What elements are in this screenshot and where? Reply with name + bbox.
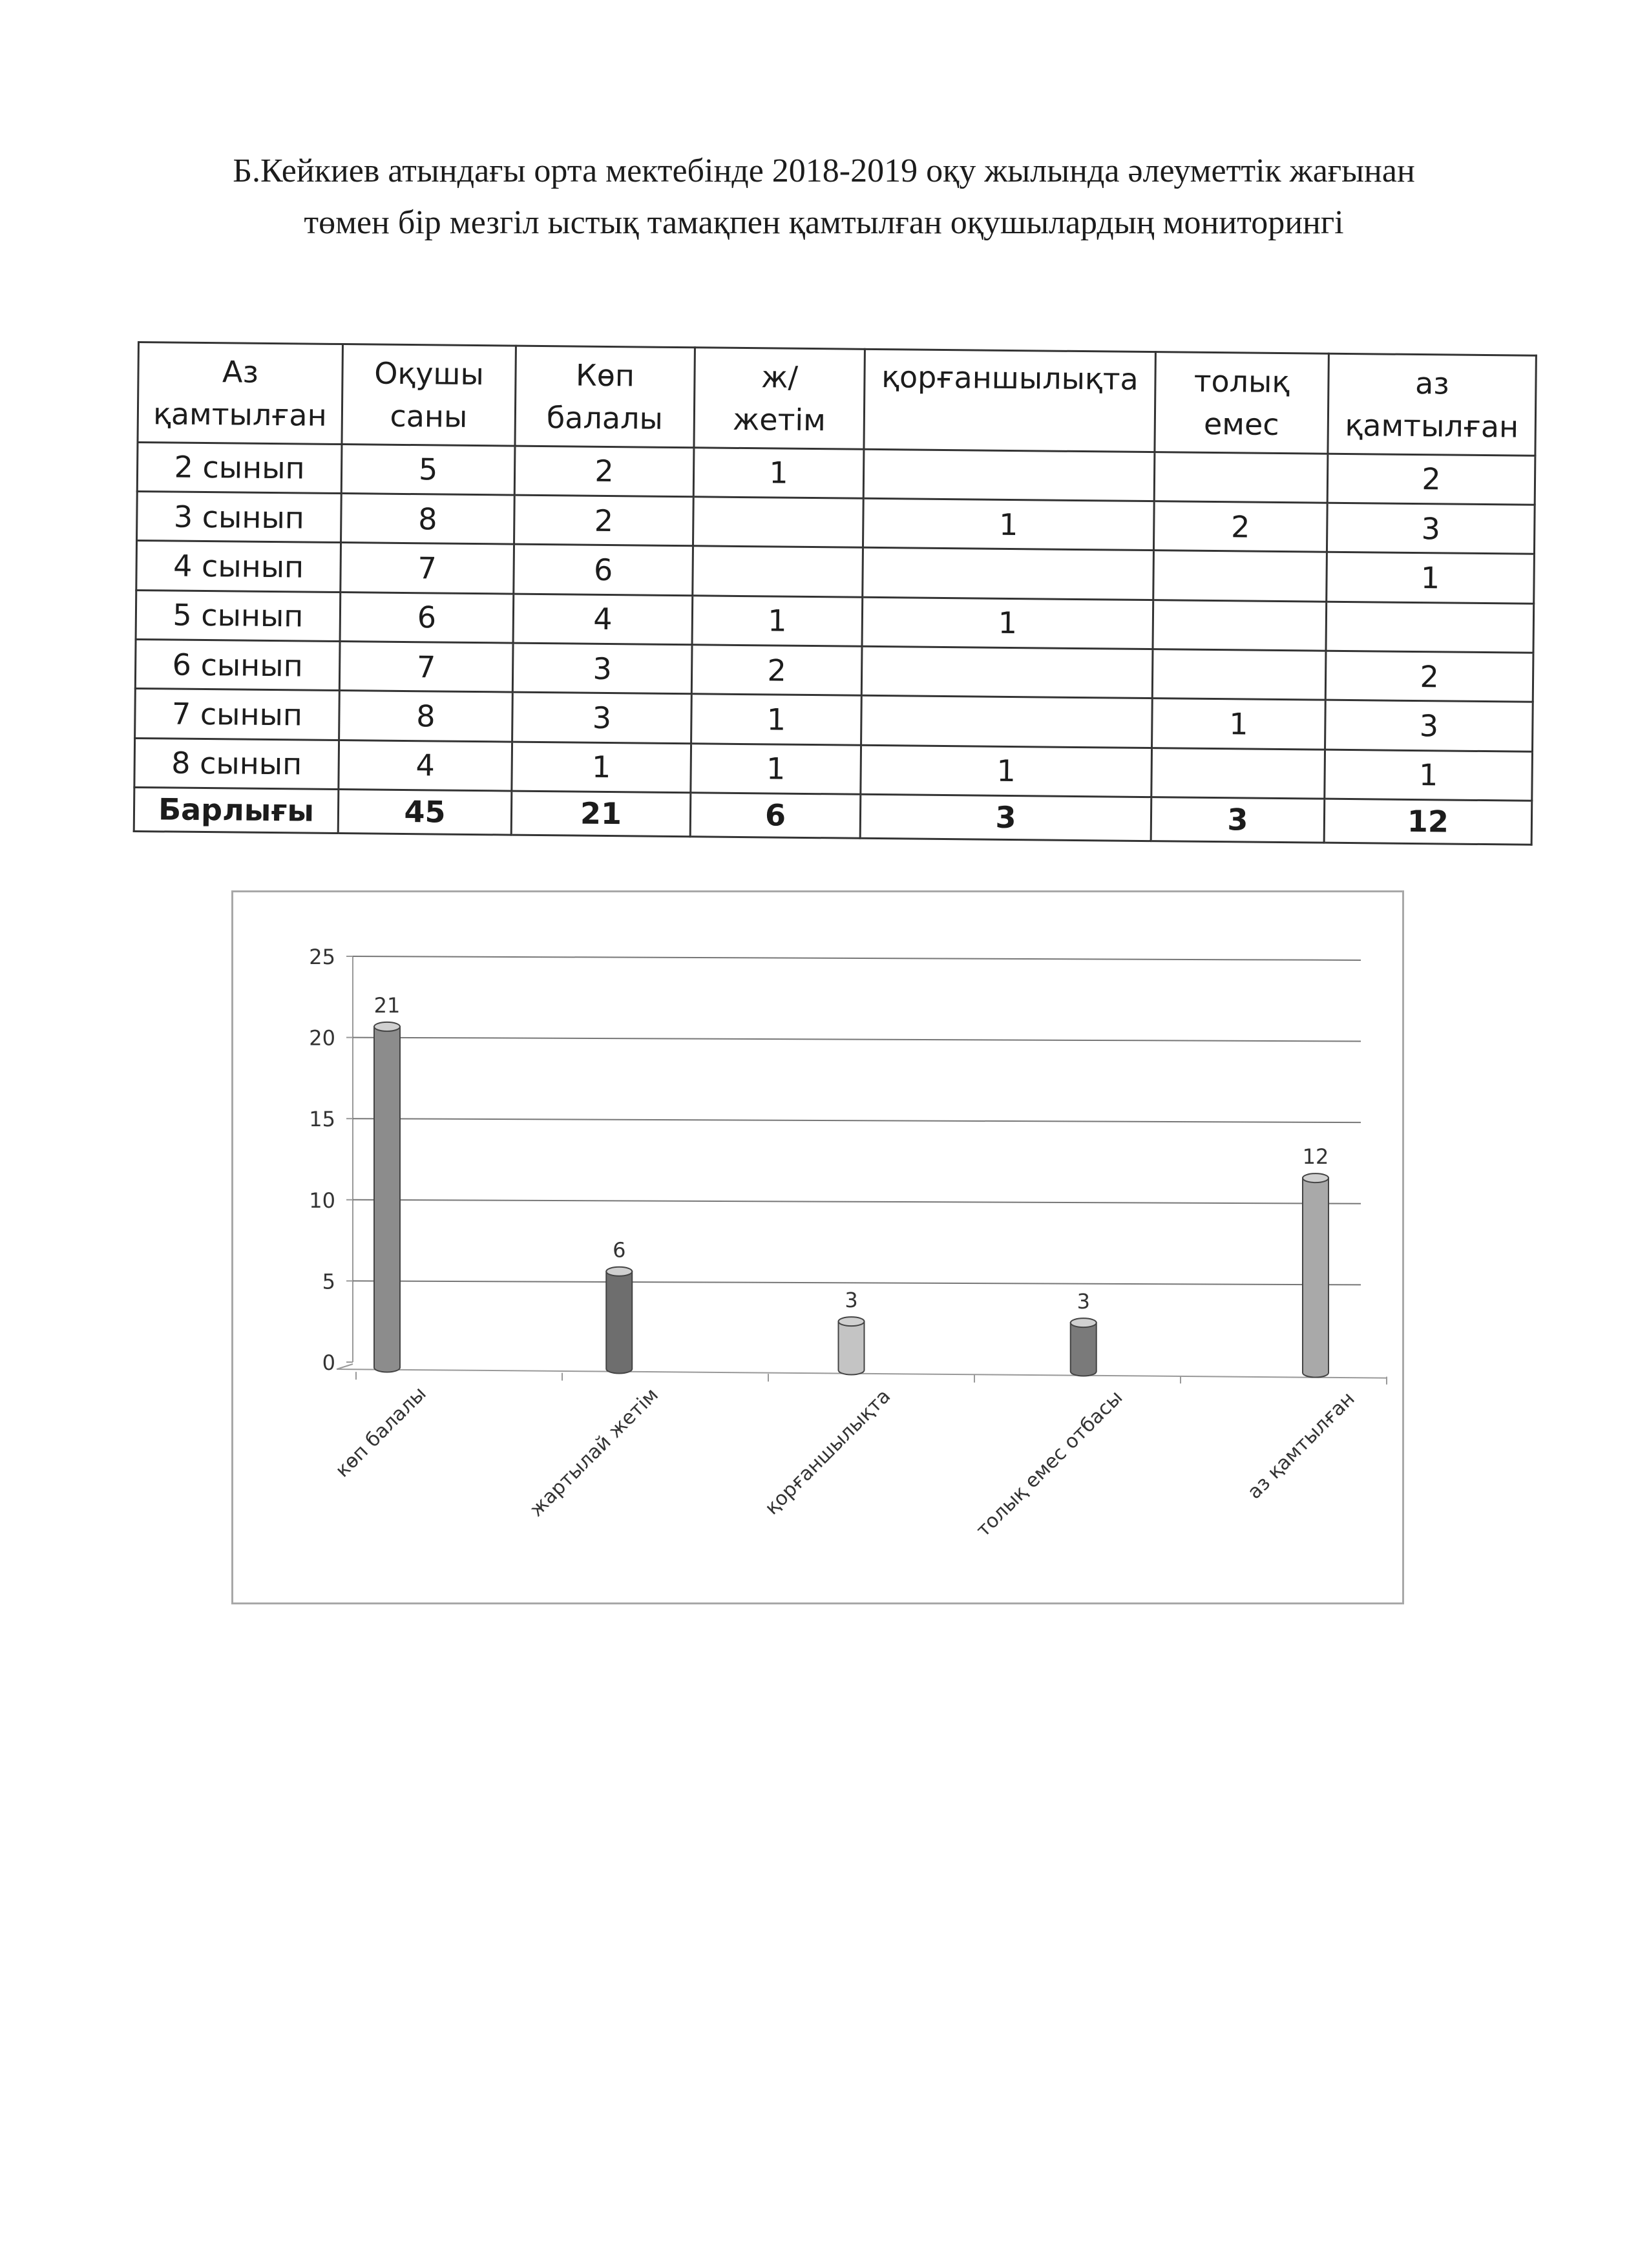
table-cell: [861, 646, 1153, 698]
gridline: [353, 1118, 1361, 1122]
table-cell: 2: [691, 645, 862, 696]
total-cell: 21: [511, 791, 691, 837]
table-cell: 1: [1325, 750, 1533, 801]
row-label: 7 сынып: [135, 689, 340, 740]
total-cell: 12: [1324, 799, 1532, 845]
table-cell: [863, 548, 1154, 600]
table-cell: 5: [341, 444, 515, 495]
row-label: 2 сынып: [137, 442, 342, 493]
table-cell: 1: [863, 498, 1154, 551]
table-cell: [1151, 748, 1325, 799]
row-label: 6 сынып: [135, 639, 340, 690]
table-cell: 2: [514, 495, 694, 546]
header-cell-low-income: аз қамтылған: [1328, 353, 1536, 456]
table-cell: 8: [341, 494, 515, 545]
table-cell: 1: [691, 743, 861, 794]
document-title: [97, 145, 1551, 249]
table-cell: 2: [1153, 501, 1327, 552]
data-label: 3: [1077, 1289, 1090, 1314]
table-cell: 7: [341, 543, 514, 594]
table-cell: [1326, 602, 1534, 653]
row-label: 4 сынып: [136, 541, 341, 592]
total-label: Барлығы: [134, 787, 339, 833]
bar: [374, 1027, 400, 1372]
table-cell: 1: [861, 745, 1152, 797]
table-cell: 3: [512, 692, 692, 743]
data-label: 6: [613, 1237, 626, 1263]
table-cell: [693, 497, 863, 548]
table-cell: 2: [1325, 651, 1533, 702]
table-header-row: [138, 342, 1536, 456]
table-cell: 7: [339, 641, 513, 692]
total-cell: 3: [1151, 797, 1325, 843]
table-cell: 1: [692, 595, 863, 646]
category-label: толық емес отбасы: [972, 1386, 1128, 1542]
monitoring-table: [133, 341, 1537, 846]
total-cell: 45: [338, 789, 512, 835]
table-cell: 4: [339, 740, 512, 791]
y-tick-label: 20: [309, 1025, 335, 1051]
y-tick-label: 10: [309, 1188, 335, 1213]
table-cell: 1: [1327, 552, 1535, 603]
table-cell: 1: [862, 597, 1153, 649]
bar: [1071, 1323, 1097, 1376]
header-cell-guardianship: қорғаншылықта: [864, 349, 1155, 452]
table-cell: [1152, 649, 1326, 700]
bar: [839, 1321, 865, 1374]
table-cell: 2: [1327, 454, 1535, 505]
header-cell-incomplete: толық емес: [1155, 352, 1329, 454]
table-cell: [861, 696, 1153, 748]
row-label: 8 сынып: [134, 738, 339, 789]
header-cell-category: Аз қамтылған: [138, 342, 342, 445]
bar: [1303, 1178, 1329, 1377]
table-cell: 6: [514, 544, 693, 595]
header-cell-large-family: Көп балалы: [515, 346, 695, 447]
title-line-2: төмен бір мезгіл ыстық тамақпен қамтылған оқушылардың мониторингі: [304, 204, 1344, 241]
gridline: [353, 956, 1361, 960]
table-cell: 4: [513, 594, 693, 645]
axis-corner: [337, 1364, 353, 1369]
chart-frame: [231, 890, 1404, 1604]
category-label: қорғаншылықта: [761, 1385, 896, 1520]
bar-chart: [233, 892, 1402, 1602]
bar-top: [606, 1267, 632, 1276]
header-cell-orphan: ж/ жетім: [694, 348, 865, 449]
row-label: 3 сынып: [137, 492, 342, 543]
table-cell: [1153, 600, 1327, 651]
bar-top: [839, 1317, 865, 1326]
y-tick-label: 15: [309, 1107, 335, 1132]
category-label: жартылай жетім: [525, 1383, 663, 1522]
bar-top: [1071, 1318, 1097, 1327]
bar-top: [374, 1022, 400, 1031]
bar-top: [1303, 1173, 1329, 1182]
table-cell: [1153, 551, 1327, 602]
row-label: 5 сынып: [136, 590, 341, 641]
title-line-1: Б.Кейкиев атындағы орта мектебінде 2018-2019 оқу жылында әлеуметтік жағынан: [233, 152, 1415, 189]
y-tick-label: 25: [309, 945, 335, 969]
gridline: [353, 1281, 1361, 1285]
category-label: аз қамтылған: [1243, 1387, 1360, 1504]
data-label: 12: [1302, 1144, 1329, 1170]
data-label: 3: [845, 1288, 858, 1313]
table-cell: [1154, 452, 1328, 503]
table-cell: 6: [340, 592, 514, 643]
gridline: [353, 1038, 1361, 1042]
table-cell: 3: [1327, 503, 1535, 554]
table-cell: 8: [339, 691, 513, 742]
gridline: [353, 1200, 1361, 1204]
bar: [606, 1272, 632, 1374]
table-cell: 3: [512, 643, 692, 694]
table-cell: 1: [691, 694, 862, 745]
header-cell-students: Оқушы саны: [342, 344, 516, 446]
total-cell: 6: [690, 793, 861, 839]
table-cell: 2: [514, 446, 694, 497]
category-label: көп балалы: [331, 1382, 431, 1482]
table-cell: 1: [693, 447, 864, 498]
table-cell: [863, 449, 1155, 501]
table-cell: [693, 546, 863, 597]
data-label: 21: [373, 992, 401, 1018]
table-cell: 1: [512, 742, 691, 793]
total-cell: 3: [860, 794, 1151, 841]
table-cell: 3: [1325, 700, 1533, 751]
y-tick-label: 0: [322, 1350, 335, 1375]
y-tick-label: 5: [322, 1269, 335, 1294]
table-cell: 1: [1152, 698, 1326, 750]
